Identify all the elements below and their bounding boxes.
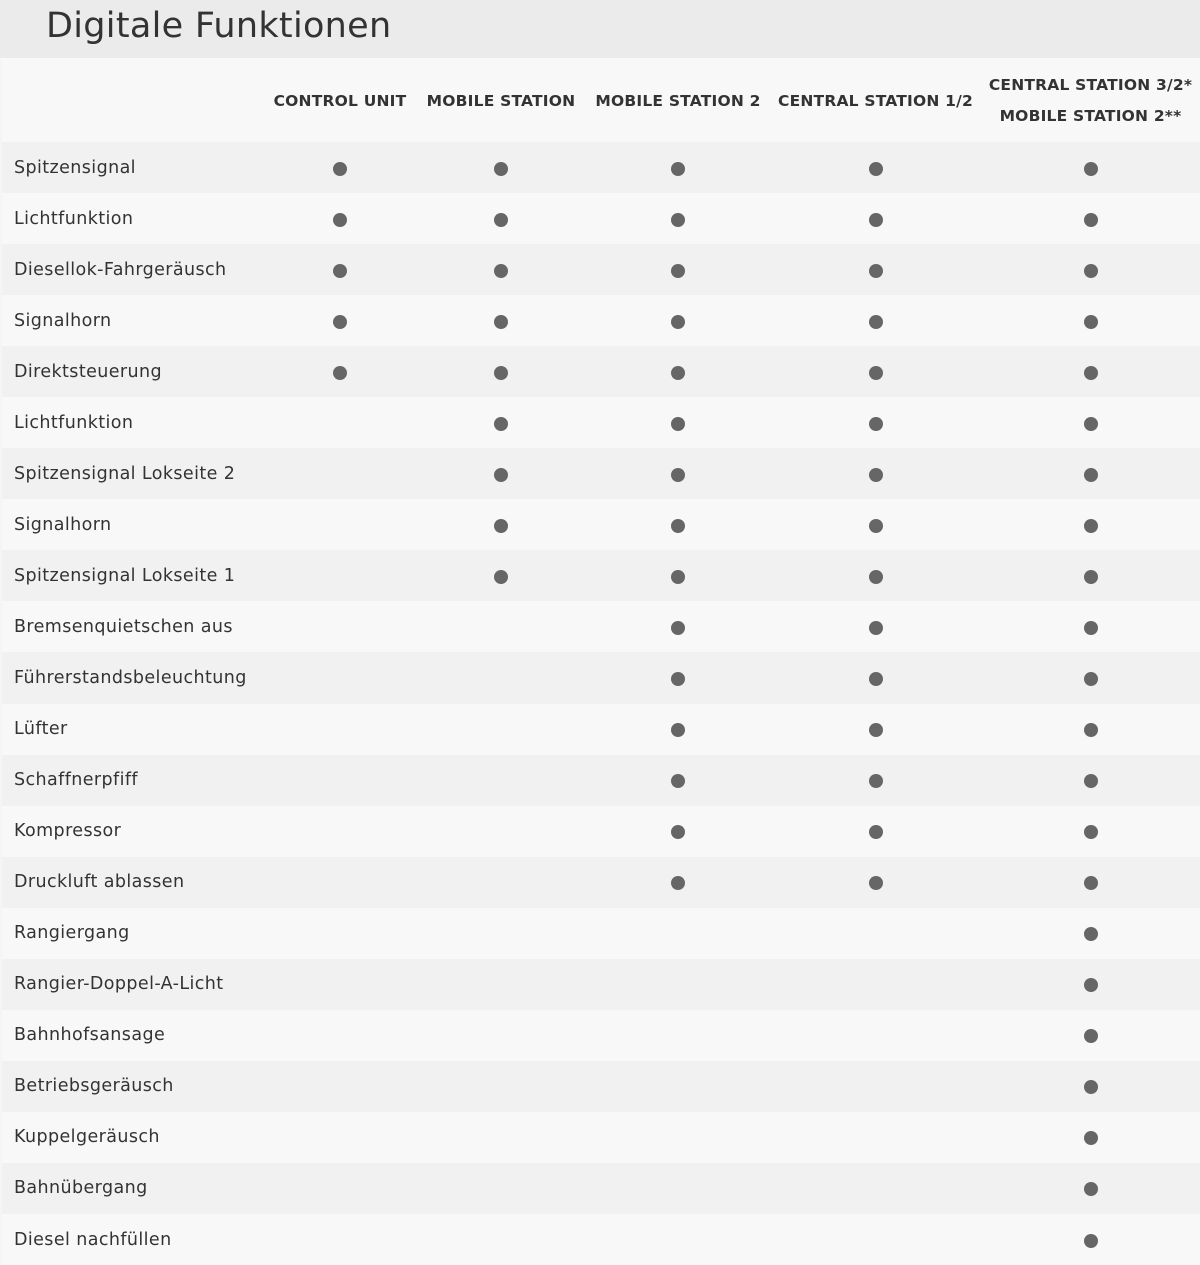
supported-dot-icon	[869, 366, 883, 380]
support-cell	[264, 755, 416, 806]
support-cell	[416, 346, 586, 397]
support-cell	[264, 397, 416, 448]
support-cell	[416, 1214, 586, 1265]
supported-dot-icon	[1084, 570, 1098, 584]
support-cell	[770, 959, 981, 1010]
header-central-station-3-2: CENTRAL STATION 3/2* MOBILE STATION 2**	[988, 76, 1193, 125]
supported-dot-icon	[1084, 519, 1098, 533]
support-cell	[981, 908, 1200, 959]
supported-dot-icon	[869, 774, 883, 788]
header-control-unit: CONTROL UNIT	[273, 91, 407, 110]
table-row	[2, 142, 1200, 193]
page-title: Digitale Funktionen	[46, 6, 392, 46]
function-label: Führerstandsbeleuchtung	[14, 667, 247, 688]
supported-dot-icon	[869, 264, 883, 278]
support-cell	[264, 1061, 416, 1112]
support-cell	[981, 1214, 1200, 1265]
function-label: Signalhorn	[14, 310, 112, 331]
support-cell	[586, 806, 770, 857]
support-cell	[586, 193, 770, 244]
supported-dot-icon	[1084, 723, 1098, 737]
support-cell	[416, 244, 586, 295]
digital-functions-table	[2, 60, 1200, 1265]
support-cell	[770, 397, 981, 448]
support-cell	[981, 1010, 1200, 1061]
function-label: Signalhorn	[14, 514, 112, 535]
supported-dot-icon	[671, 315, 685, 329]
support-cell	[264, 550, 416, 601]
supported-dot-icon	[333, 315, 347, 329]
support-cell	[416, 959, 586, 1010]
support-cell	[770, 908, 981, 959]
table-row	[2, 857, 1200, 908]
support-cell	[416, 193, 586, 244]
support-cell	[586, 652, 770, 703]
supported-dot-icon	[1084, 366, 1098, 380]
supported-dot-icon	[1084, 621, 1098, 635]
supported-dot-icon	[671, 672, 685, 686]
support-cell	[770, 295, 981, 346]
table-row	[2, 448, 1200, 499]
support-cell	[981, 499, 1200, 550]
supported-dot-icon	[869, 162, 883, 176]
table-row	[2, 397, 1200, 448]
table-row	[2, 908, 1200, 959]
function-label: Bahnübergang	[14, 1178, 148, 1199]
support-cell	[770, 1112, 981, 1163]
supported-dot-icon	[494, 417, 508, 431]
support-cell	[264, 346, 416, 397]
supported-dot-icon	[494, 366, 508, 380]
supported-dot-icon	[1084, 1080, 1098, 1094]
support-cell	[981, 652, 1200, 703]
support-cell	[586, 550, 770, 601]
support-cell	[981, 1061, 1200, 1112]
supported-dot-icon	[494, 315, 508, 329]
supported-dot-icon	[869, 825, 883, 839]
supported-dot-icon	[1084, 774, 1098, 788]
support-cell	[586, 1061, 770, 1112]
support-cell	[264, 448, 416, 499]
function-label: Direktsteuerung	[14, 361, 162, 382]
support-cell	[416, 397, 586, 448]
supported-dot-icon	[671, 213, 685, 227]
title-bar	[0, 0, 1200, 60]
support-cell	[416, 499, 586, 550]
function-label: Spitzensignal	[14, 157, 136, 178]
supported-dot-icon	[1084, 1234, 1098, 1248]
function-label: Lichtfunktion	[14, 412, 134, 433]
support-cell	[981, 959, 1200, 1010]
function-label: Diesel nachfüllen	[14, 1229, 172, 1250]
supported-dot-icon	[1084, 825, 1098, 839]
support-cell	[770, 1061, 981, 1112]
supported-dot-icon	[1084, 213, 1098, 227]
supported-dot-icon	[1084, 162, 1098, 176]
header-mobile-station-2: MOBILE STATION 2	[595, 91, 761, 110]
supported-dot-icon	[671, 519, 685, 533]
support-cell	[981, 755, 1200, 806]
support-cell	[264, 959, 416, 1010]
function-label: Rangier-Doppel-A-Licht	[14, 974, 224, 995]
support-cell	[416, 652, 586, 703]
function-label: Bremsenquietschen aus	[14, 616, 233, 637]
support-cell	[770, 346, 981, 397]
support-cell	[416, 857, 586, 908]
table-row	[2, 1214, 1200, 1265]
function-label: Schaffnerpfiff	[14, 770, 138, 791]
supported-dot-icon	[869, 519, 883, 533]
function-label: Betriebsgeräusch	[14, 1076, 174, 1097]
supported-dot-icon	[494, 468, 508, 482]
support-cell	[770, 499, 981, 550]
support-cell	[981, 397, 1200, 448]
support-cell	[416, 142, 586, 193]
table-row	[2, 244, 1200, 295]
support-cell	[264, 1112, 416, 1163]
support-cell	[586, 448, 770, 499]
supported-dot-icon	[671, 417, 685, 431]
support-cell	[981, 1112, 1200, 1163]
support-cell	[416, 755, 586, 806]
support-cell	[770, 1010, 981, 1061]
supported-dot-icon	[671, 723, 685, 737]
support-cell	[264, 499, 416, 550]
support-cell	[416, 601, 586, 652]
support-cell	[586, 857, 770, 908]
support-cell	[981, 704, 1200, 755]
supported-dot-icon	[869, 621, 883, 635]
support-cell	[264, 652, 416, 703]
supported-dot-icon	[1084, 1131, 1098, 1145]
supported-dot-icon	[1084, 468, 1098, 482]
support-cell	[586, 1010, 770, 1061]
function-label: Druckluft ablassen	[14, 872, 185, 893]
table-row	[2, 1010, 1200, 1061]
supported-dot-icon	[671, 876, 685, 890]
support-cell	[770, 193, 981, 244]
support-cell	[770, 704, 981, 755]
function-label: Kompressor	[14, 821, 122, 842]
support-cell	[981, 448, 1200, 499]
support-cell	[416, 1010, 586, 1061]
support-cell	[264, 142, 416, 193]
support-cell	[770, 244, 981, 295]
supported-dot-icon	[1084, 1182, 1098, 1196]
support-cell	[586, 908, 770, 959]
supported-dot-icon	[494, 519, 508, 533]
supported-dot-icon	[671, 621, 685, 635]
support-cell	[981, 550, 1200, 601]
support-cell	[264, 1163, 416, 1214]
support-cell	[770, 1163, 981, 1214]
table-row	[2, 959, 1200, 1010]
support-cell	[770, 857, 981, 908]
table-row	[2, 704, 1200, 755]
supported-dot-icon	[869, 876, 883, 890]
support-cell	[770, 448, 981, 499]
support-cell	[416, 1061, 586, 1112]
supported-dot-icon	[494, 264, 508, 278]
support-cell	[416, 295, 586, 346]
support-cell	[586, 346, 770, 397]
table-row	[2, 1112, 1200, 1163]
supported-dot-icon	[494, 162, 508, 176]
supported-dot-icon	[1084, 927, 1098, 941]
supported-dot-icon	[869, 315, 883, 329]
function-label: Kuppelgeräusch	[14, 1127, 160, 1148]
support-cell	[981, 806, 1200, 857]
support-cell	[981, 857, 1200, 908]
support-cell	[586, 1163, 770, 1214]
supported-dot-icon	[869, 468, 883, 482]
support-cell	[586, 1112, 770, 1163]
support-cell	[416, 704, 586, 755]
table-row	[2, 346, 1200, 397]
support-cell	[586, 601, 770, 652]
table-row	[2, 499, 1200, 550]
supported-dot-icon	[1084, 1029, 1098, 1043]
table-row	[2, 1061, 1200, 1112]
support-cell	[416, 806, 586, 857]
function-label: Spitzensignal Lokseite 1	[14, 565, 236, 586]
table-row	[2, 295, 1200, 346]
support-cell	[416, 448, 586, 499]
supported-dot-icon	[671, 468, 685, 482]
table-body	[2, 142, 1200, 1265]
support-cell	[264, 806, 416, 857]
support-cell	[416, 908, 586, 959]
support-cell	[416, 1163, 586, 1214]
table-row	[2, 806, 1200, 857]
support-cell	[770, 652, 981, 703]
support-cell	[981, 295, 1200, 346]
function-label: Lüfter	[14, 719, 68, 740]
table-row	[2, 550, 1200, 601]
supported-dot-icon	[333, 264, 347, 278]
support-cell	[981, 193, 1200, 244]
support-cell	[770, 1214, 981, 1265]
supported-dot-icon	[333, 366, 347, 380]
supported-dot-icon	[1084, 264, 1098, 278]
support-cell	[586, 295, 770, 346]
support-cell	[416, 550, 586, 601]
support-cell	[264, 601, 416, 652]
support-cell	[586, 142, 770, 193]
table-header-row	[2, 60, 1200, 142]
header-mobile-station: MOBILE STATION	[426, 91, 576, 110]
header-function	[2, 60, 264, 142]
support-cell	[264, 193, 416, 244]
support-cell	[770, 142, 981, 193]
support-cell	[981, 142, 1200, 193]
supported-dot-icon	[869, 570, 883, 584]
support-cell	[586, 1214, 770, 1265]
support-cell	[264, 1010, 416, 1061]
table-row	[2, 755, 1200, 806]
supported-dot-icon	[671, 774, 685, 788]
supported-dot-icon	[494, 213, 508, 227]
support-cell	[264, 908, 416, 959]
supported-dot-icon	[1084, 876, 1098, 890]
support-cell	[770, 550, 981, 601]
support-cell	[981, 346, 1200, 397]
supported-dot-icon	[671, 825, 685, 839]
table-row	[2, 1163, 1200, 1214]
support-cell	[264, 1214, 416, 1265]
support-cell	[416, 1112, 586, 1163]
support-cell	[586, 397, 770, 448]
function-label: Bahnhofsansage	[14, 1025, 166, 1046]
supported-dot-icon	[1084, 978, 1098, 992]
supported-dot-icon	[1084, 672, 1098, 686]
supported-dot-icon	[1084, 417, 1098, 431]
supported-dot-icon	[1084, 315, 1098, 329]
supported-dot-icon	[869, 672, 883, 686]
support-cell	[770, 806, 981, 857]
table-row	[2, 652, 1200, 703]
supported-dot-icon	[494, 570, 508, 584]
support-cell	[981, 244, 1200, 295]
supported-dot-icon	[333, 162, 347, 176]
table-row	[2, 601, 1200, 652]
table-row	[2, 193, 1200, 244]
supported-dot-icon	[671, 162, 685, 176]
supported-dot-icon	[869, 723, 883, 737]
support-cell	[586, 704, 770, 755]
supported-dot-icon	[671, 570, 685, 584]
support-cell	[264, 704, 416, 755]
supported-dot-icon	[869, 417, 883, 431]
support-cell	[264, 857, 416, 908]
function-label: Lichtfunktion	[14, 208, 134, 229]
support-cell	[586, 755, 770, 806]
supported-dot-icon	[333, 213, 347, 227]
supported-dot-icon	[671, 264, 685, 278]
support-cell	[264, 244, 416, 295]
supported-dot-icon	[671, 366, 685, 380]
function-label: Diesellok-Fahrgeräusch	[14, 259, 227, 280]
function-label: Spitzensignal Lokseite 2	[14, 463, 236, 484]
support-cell	[586, 244, 770, 295]
support-cell	[981, 601, 1200, 652]
support-cell	[586, 499, 770, 550]
supported-dot-icon	[869, 213, 883, 227]
support-cell	[264, 295, 416, 346]
function-label: Rangiergang	[14, 923, 130, 944]
header-central-station-1-2: CENTRAL STATION 1/2	[778, 91, 973, 110]
support-cell	[770, 601, 981, 652]
support-cell	[586, 959, 770, 1010]
support-cell	[981, 1163, 1200, 1214]
support-cell	[770, 755, 981, 806]
